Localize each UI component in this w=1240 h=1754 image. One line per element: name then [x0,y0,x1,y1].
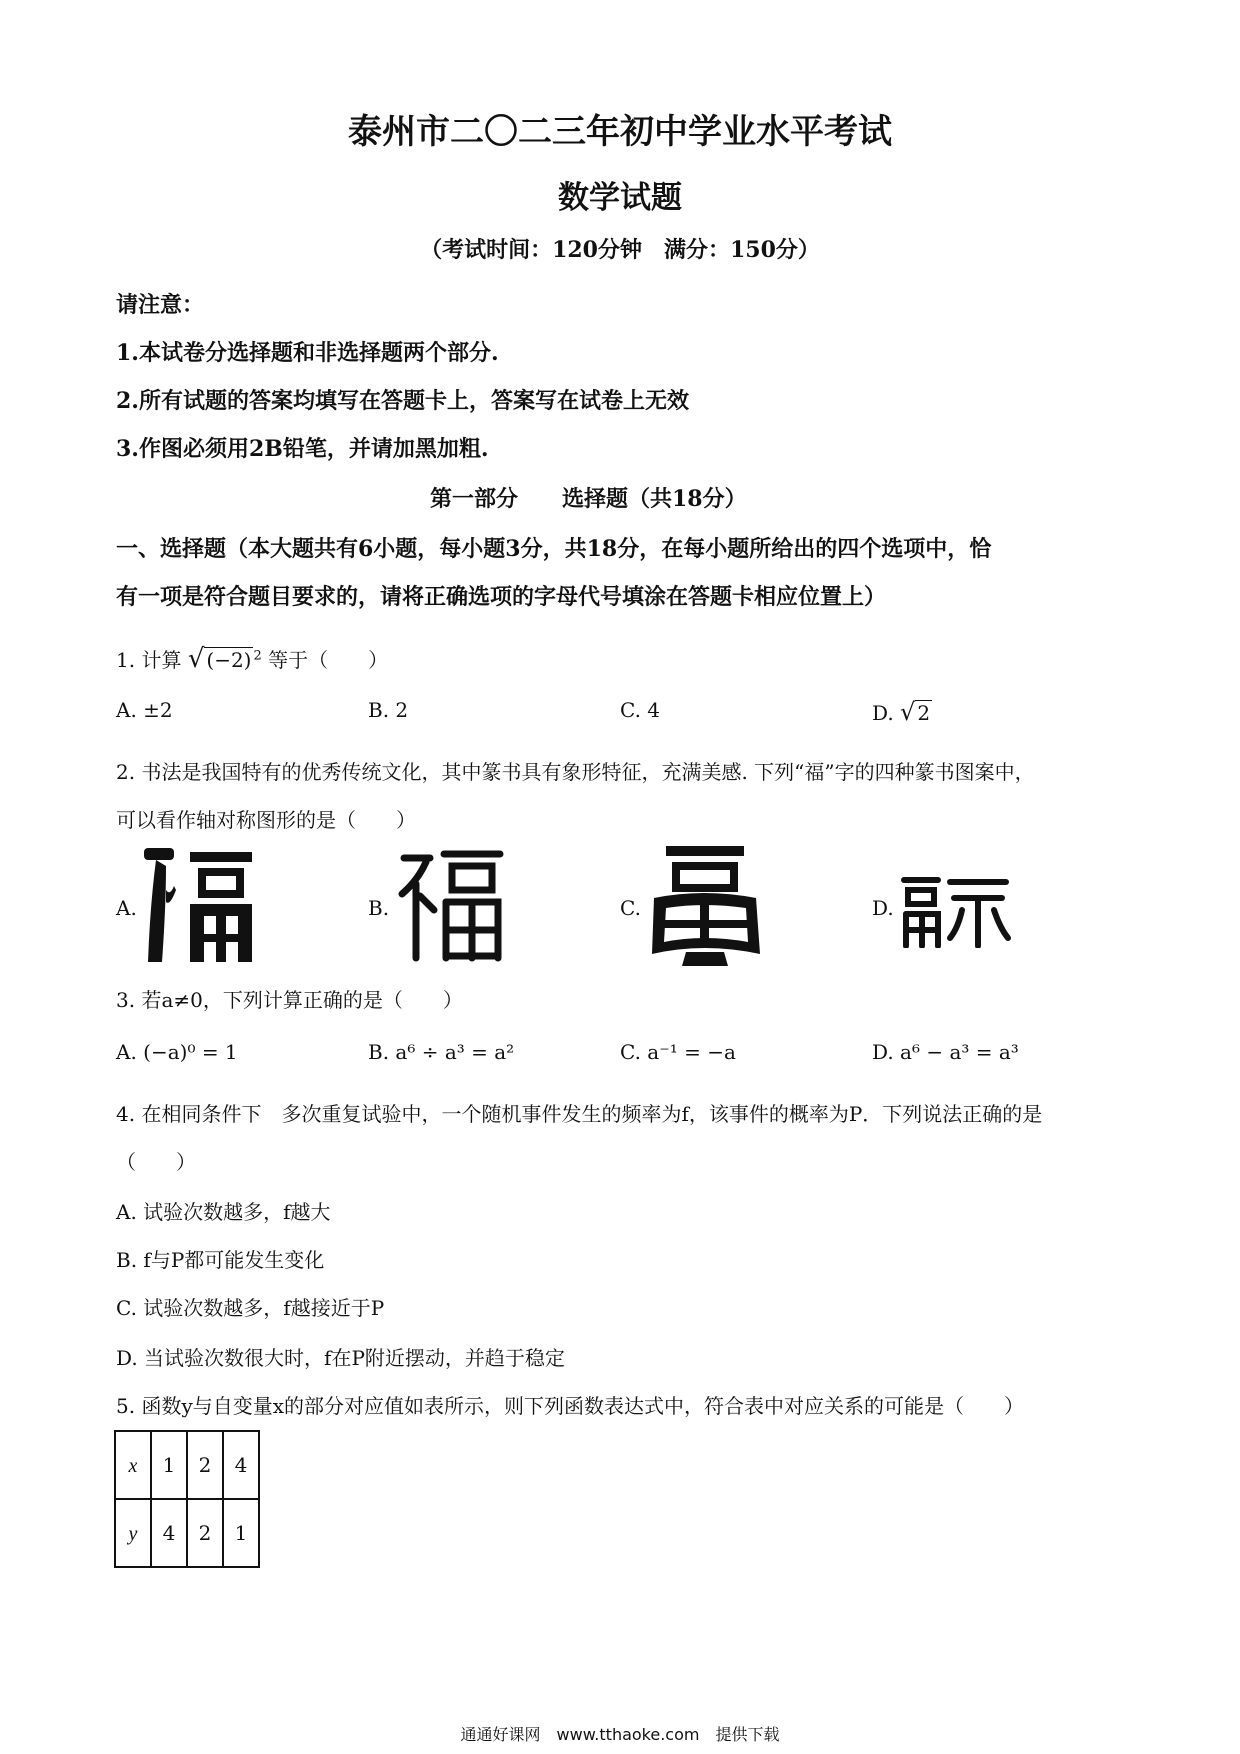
footer-source: 通通好课网 www.tthaoke.com 提供下载 [460,1725,780,1744]
q4-option-d: D. 当试验次数很大时，f在P附近摆动，并趋于稳定 [116,1346,565,1370]
q1-option-b: B. 2 [368,698,409,722]
notice-item-2: 2.所有试题的答案均填写在答题卡上，答案写在试卷上无效 [116,388,689,414]
table-cell: y [115,1499,151,1567]
q2-label-d: D. [872,896,894,920]
seal-script-fu-d-image [900,876,1012,948]
q3-option-a: A. (−a)⁰ = 1 [116,1040,238,1064]
seal-script-fu-c-image [644,842,764,966]
q1-option-d-radicand: 2 [917,701,931,725]
question-4-line2: （ ） [116,1150,196,1174]
q1-suffix: 等于（ ） [268,648,389,672]
seal-script-fu-b-image [396,846,506,962]
question-4-line1: 4. 在相同条件下 多次重复试验中，一个随机事件发生的频率为f，该事件的概率为P．下列说法正确的是 [116,1102,1043,1126]
q1-sqrt-expression [188,644,262,674]
q1-option-d-label: D. [872,701,894,725]
q2-label-c: C. [620,896,641,920]
table-cell: x [115,1431,151,1499]
q3-option-b: B. a⁶ ÷ a³ = a² [368,1040,515,1064]
q1-option-d-sqrt [900,698,932,726]
q1-exponent: 2 [253,648,262,664]
q3-option-d: D. a⁶ − a³ = a³ [872,1040,1019,1064]
question-5-stem: 5. 函数y与自变量x的部分对应值如表所示，则下列函数表达式中，符合表中对应关系的可能是（ ） [116,1394,1025,1418]
question-2-line2: 可以看作轴对称图形的是（ ） [116,808,416,832]
table-cell: 1 [223,1499,259,1567]
exam-info: （考试时间：120分钟 满分：150分） [420,237,820,263]
q4-option-c: C. 试验次数越多，f越接近于P [116,1296,385,1320]
q3-option-c: C. a⁻¹ = −a [620,1040,736,1064]
radical-sign-icon: √ [187,644,205,674]
radical-sign-icon: √ [900,698,916,726]
q1-option-d [872,698,932,726]
part1-instructions-line2: 有一项是符合题目要求的，请将正确选项的字母代号填涂在答题卡相应位置上） [116,584,887,610]
seal-script-fu-a-image [140,846,260,966]
q1-prefix: 1. 计算 [116,648,182,672]
q2-label-a: A. [116,896,137,920]
exam-title: 泰州市二〇二三年初中学业水平考试 [348,112,892,152]
q1-option-a: A. ±2 [116,698,173,722]
table-cell: 2 [187,1499,223,1567]
question-1-stem [116,644,388,674]
part1-instructions-line1: 一、选择题（本大题共有6小题，每小题3分，共18分，在每小题所给出的四个选项中，恰 [116,536,992,562]
question-2-line1: 2. 书法是我国特有的优秀传统文化，其中篆书具有象形特征，充满美感. 下列“福”字的四种篆书图案中， [116,760,1035,784]
table-cell: 4 [223,1431,259,1499]
notice-heading: 请注意： [116,292,205,318]
q1-radicand: (−2) [206,648,252,672]
notice-item-3: 3.作图必须用2B铅笔，并请加黑加粗. [116,436,489,462]
question-3-stem: 3. 若a≠0，下列计算正确的是（ ） [116,988,463,1012]
q1-option-c: C. 4 [620,698,661,722]
table-row [115,1431,259,1499]
notice-item-1: 1.本试卷分选择题和非选择题两个部分. [116,340,499,366]
part1-heading: 第一部分 选择题（共18分） [430,486,747,512]
q4-option-a: A. 试验次数越多，f越大 [116,1200,331,1224]
table-cell: 1 [151,1431,187,1499]
q5-value-table [114,1430,260,1568]
q4-option-b: B. f与P都可能发生变化 [116,1248,325,1272]
table-cell: 4 [151,1499,187,1567]
table-row [115,1499,259,1567]
table-cell: 2 [187,1431,223,1499]
q2-label-b: B. [368,896,390,920]
exam-subtitle: 数学试题 [558,180,682,216]
